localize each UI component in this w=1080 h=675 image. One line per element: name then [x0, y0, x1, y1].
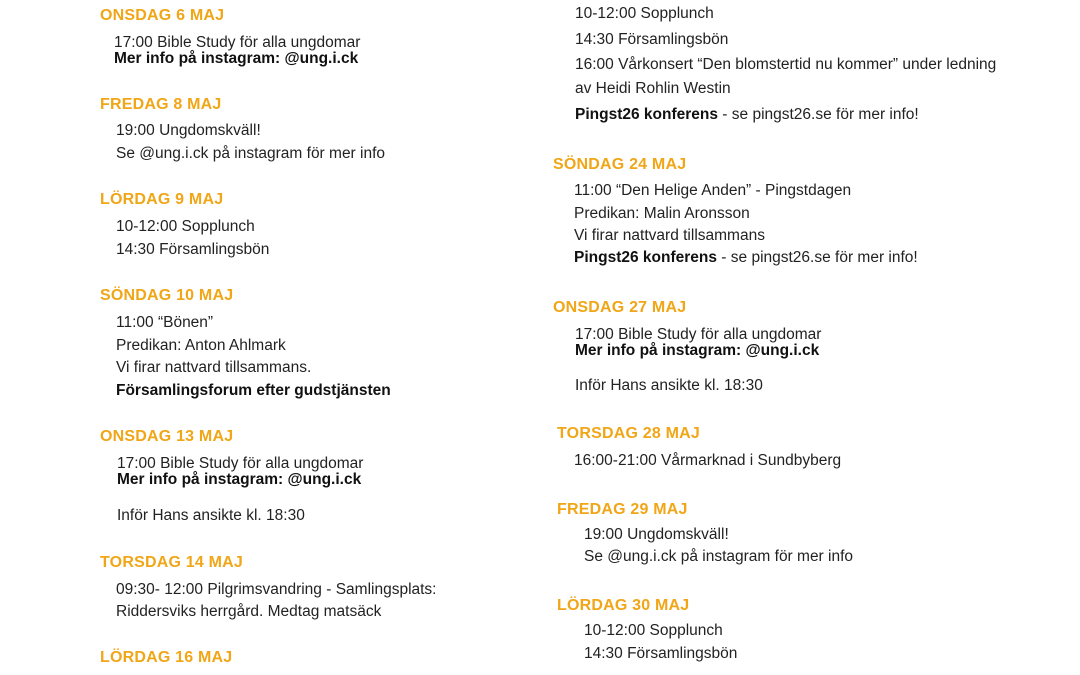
- day-heading: FREDAG 8 MAJ: [100, 96, 222, 113]
- event-line: 16:00 Vårkonsert “Den blomstertid nu kommer” under ledning: [575, 56, 997, 73]
- event-line: [575, 106, 919, 124]
- day-heading: FREDAG 29 MAJ: [557, 501, 688, 518]
- day-heading: SÖNDAG 10 MAJ: [100, 287, 234, 304]
- event-line: 09:30- 12:00 Pilgrimsvandring - Samlingsplats:: [116, 581, 437, 598]
- event-line: 10-12:00 Sopplunch: [575, 5, 714, 22]
- event-line: Predikan: Malin Aronsson: [574, 205, 750, 222]
- day-heading: LÖRDAG 30 MAJ: [557, 597, 690, 614]
- event-line: Se @ung.i.ck på instagram för mer info: [116, 145, 386, 162]
- event-line: Inför Hans ansikte kl. 18:30: [575, 377, 763, 394]
- day-heading: TORSDAG 14 MAJ: [100, 554, 243, 571]
- event-line: Se @ung.i.ck på instagram för mer info: [584, 548, 854, 565]
- event-line: 10-12:00 Sopplunch: [584, 622, 723, 639]
- event-line: Inför Hans ansikte kl. 18:30: [117, 507, 305, 524]
- event-line: 16:00-21:00 Vårmarknad i Sundbyberg: [574, 452, 842, 469]
- event-line-bold: Mer info på instagram: @ung.i.ck: [575, 342, 820, 359]
- day-heading: TORSDAG 28 MAJ: [557, 425, 700, 442]
- event-line: 14:30 Församlingsbön: [116, 241, 270, 258]
- event-line: av Heidi Rohlin Westin: [575, 80, 731, 97]
- event-line: Predikan: Anton Ahlmark: [116, 337, 286, 354]
- event-line: 17:00 Bible Study för alla ungdomar: [117, 455, 364, 472]
- event-line: 11:00 “Den Helige Anden” - Pingstdagen: [574, 182, 852, 199]
- day-heading: LÖRDAG 9 MAJ: [100, 191, 224, 208]
- event-line: Vi firar nattvard tillsammans.: [116, 359, 312, 376]
- conference-info: - se pingst26.se för mer info!: [718, 106, 919, 123]
- event-line: 11:00 “Bönen”: [116, 314, 214, 331]
- event-line: 17:00 Bible Study för alla ungdomar: [575, 326, 822, 343]
- event-line: [574, 249, 918, 267]
- conference-name: Pingst26 konferens: [575, 106, 718, 123]
- event-line-bold: Mer info på instagram: @ung.i.ck: [117, 471, 362, 488]
- event-line: 14:30 Församlingsbön: [584, 645, 738, 662]
- day-heading: LÖRDAG 16 MAJ: [100, 649, 233, 666]
- event-line: Vi firar nattvard tillsammans: [574, 227, 765, 244]
- day-heading: ONSDAG 13 MAJ: [100, 428, 234, 445]
- conference-info: - se pingst26.se för mer info!: [717, 249, 918, 266]
- event-line: 17:00 Bible Study för alla ungdomar: [114, 34, 361, 51]
- event-line: 14:30 Församlingsbön: [575, 31, 729, 48]
- event-line-bold: Mer info på instagram: @ung.i.ck: [114, 50, 359, 67]
- event-line: 19:00 Ungdomskväll!: [116, 122, 261, 139]
- event-line: Riddersviks herrgård. Medtag matsäck: [116, 603, 382, 620]
- day-heading: ONSDAG 6 MAJ: [100, 7, 225, 24]
- event-line-bold: Församlingsforum efter gudstjänsten: [116, 382, 391, 399]
- conference-name: Pingst26 konferens: [574, 249, 717, 266]
- event-line: 19:00 Ungdomskväll!: [584, 526, 729, 543]
- day-heading: ONSDAG 27 MAJ: [553, 299, 687, 316]
- event-line: 10-12:00 Sopplunch: [116, 218, 255, 235]
- day-heading: SÖNDAG 24 MAJ: [553, 156, 687, 173]
